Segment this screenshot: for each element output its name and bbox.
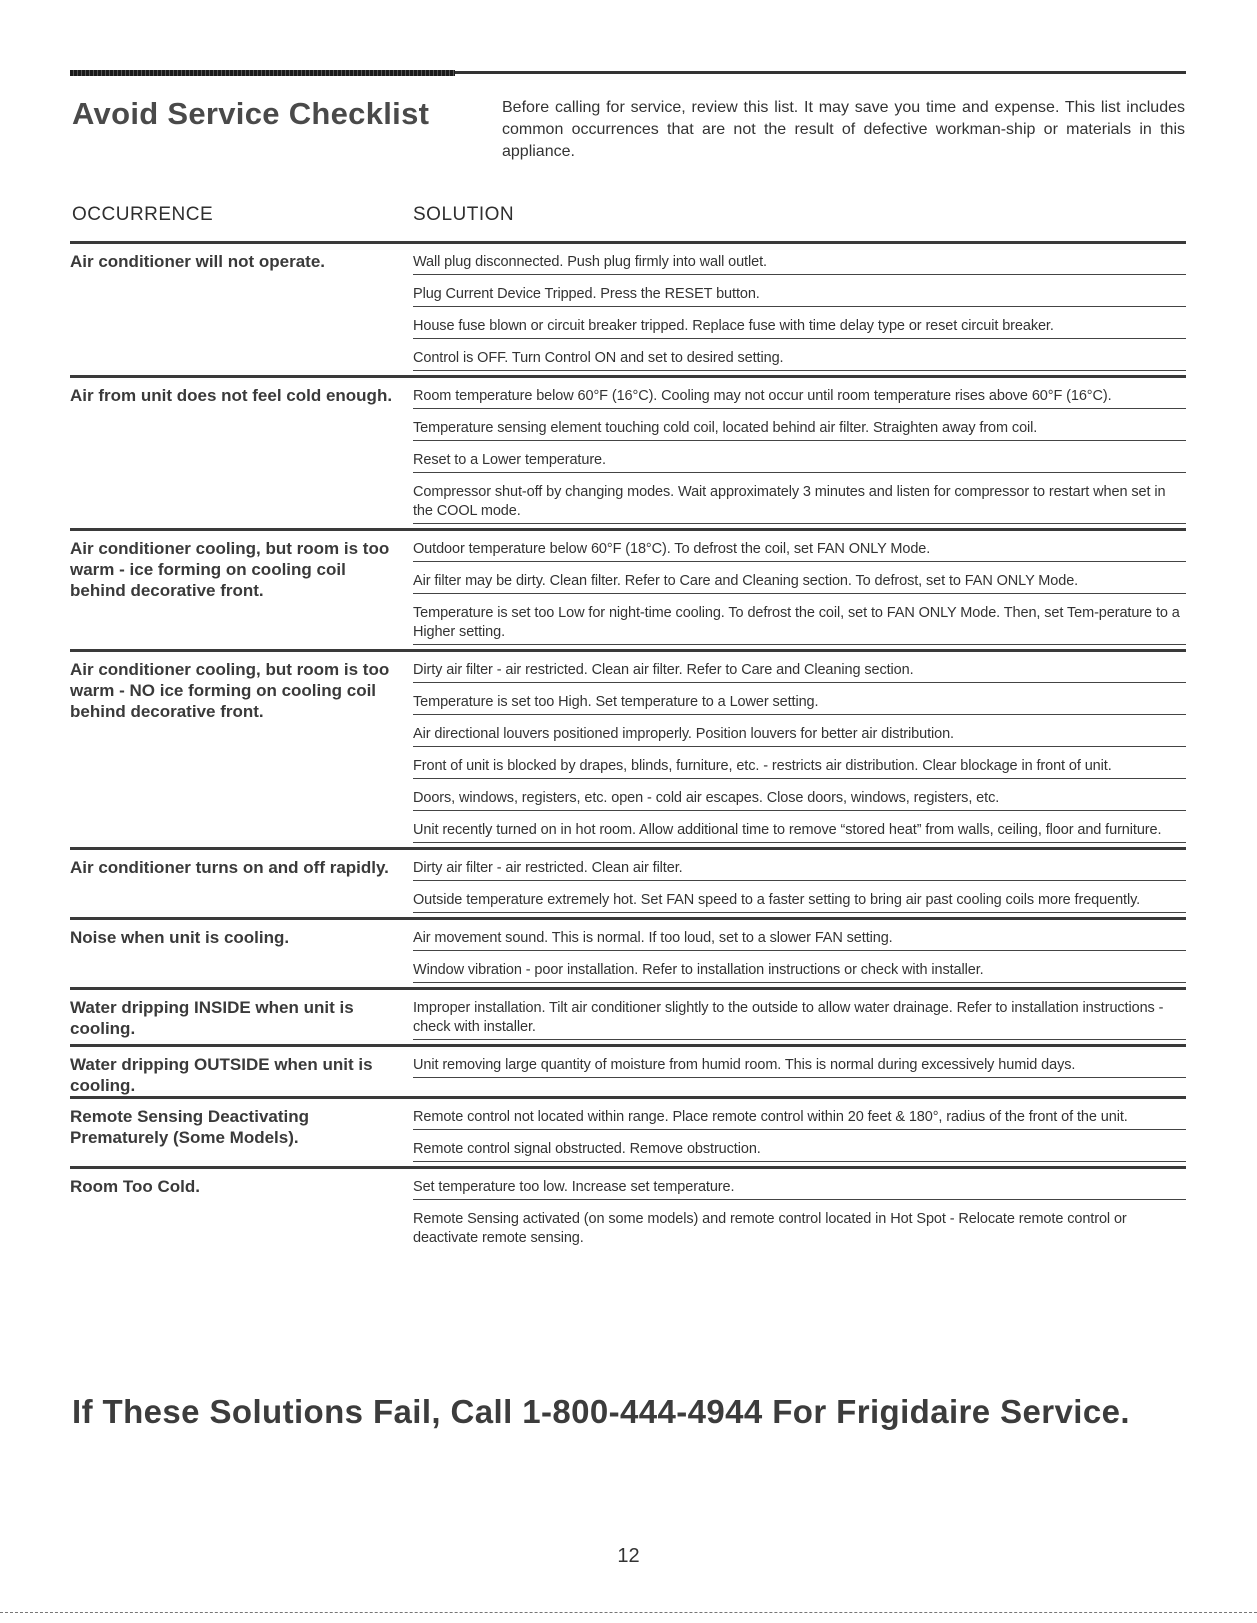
solution-list	[413, 1169, 1186, 1254]
occurrence-text: Room Too Cold.	[70, 1177, 200, 1196]
page-title: Avoid Service Checklist	[72, 96, 430, 131]
solution-item: Temperature is set too High. Set temperature to a Lower setting.	[413, 693, 1186, 715]
bottom-edge-rule	[0, 1612, 1257, 1613]
solution-item: Dirty air filter - air restricted. Clean air filter.	[413, 859, 1186, 881]
solution-item: Air movement sound. This is normal. If too loud, set to a slower FAN setting.	[413, 929, 1186, 951]
checklist-row	[70, 378, 1186, 531]
solution-list	[413, 1099, 1186, 1166]
solution-list	[413, 850, 1186, 917]
occurrence-text: Air from unit does not feel cold enough.	[70, 386, 393, 405]
solution-item: Wall plug disconnected. Push plug firmly into wall outlet.	[413, 253, 1186, 275]
solution-list	[413, 990, 1186, 1044]
checklist-row	[70, 850, 1186, 920]
page-number: 12	[617, 1545, 640, 1567]
solution-item: Plug Current Device Tripped. Press the RESET button.	[413, 285, 1186, 307]
solution-item: Remote control signal obstructed. Remove obstruction.	[413, 1140, 1186, 1162]
solution-list	[413, 920, 1186, 987]
checklist-row	[70, 1047, 1186, 1099]
solution-item: Dirty air filter - air restricted. Clean air filter. Refer to Care and Cleaning section.	[413, 661, 1186, 683]
solution-item: Reset to a Lower temperature.	[413, 451, 1186, 473]
solution-list	[413, 244, 1186, 375]
occurrence-text: Air conditioner cooling, but room is too warm - ice forming on cooling coil behind decorative front.	[70, 539, 390, 600]
occurrence-text: Air conditioner will not operate.	[70, 252, 326, 271]
solution-item: Room temperature below 60°F (16°C). Cooling may not occur until room temperature rises above 60°F (16°C).	[413, 387, 1186, 409]
solution-list	[413, 531, 1186, 649]
solution-item: Temperature is set too Low for night-time cooling. To defrost the coil, set to FAN ONLY Mode. Then, set Tem-perature to a Higher setting.	[413, 604, 1186, 645]
checklist-row	[70, 1099, 1186, 1169]
solution-item: Unit removing large quantity of moisture from humid room. This is normal during excessively humid days.	[413, 1056, 1186, 1078]
solution-item: Window vibration - poor installation. Refer to installation instructions or check with installer.	[413, 961, 1186, 983]
solution-item: Remote Sensing activated (on some models) and remote control located in Hot Spot - Relocate remote control or deactivate remote sensing.	[413, 1211, 1127, 1246]
solution-item: Air filter may be dirty. Clean filter. Refer to Care and Cleaning section. To defrost, set to FAN ONLY Mode.	[413, 572, 1186, 594]
occurrence-text: Noise when unit is cooling.	[70, 928, 290, 947]
checklist-row	[70, 920, 1186, 990]
solution-item: Outside temperature extremely hot. Set FAN speed to a faster setting to bring air past cooling coils more frequently.	[413, 891, 1186, 913]
solution-item: Compressor shut-off by changing modes. Wait approximately 3 minutes and listen for compressor to restart when set in the COOL mode.	[413, 483, 1186, 524]
top-rule	[70, 70, 1186, 76]
checklist-row	[70, 652, 1186, 850]
occurrence-text: Water dripping OUTSIDE when unit is cooling.	[70, 1055, 373, 1095]
occurrence-text: Water dripping INSIDE when unit is cooling.	[70, 998, 354, 1038]
solution-list	[413, 652, 1186, 847]
checklist-row	[70, 244, 1186, 378]
occurrence-text: Air conditioner cooling, but room is too warm - NO ice forming on cooling coil behind decorative front.	[70, 660, 390, 721]
checklist-table	[70, 244, 1186, 1254]
solution-item: Remote control not located within range. Place remote control within 20 feet & 180°, radius of the front of the unit.	[413, 1108, 1186, 1130]
solution-item: Set temperature too low. Increase set temperature.	[413, 1178, 1186, 1200]
solution-item: Front of unit is blocked by drapes, blinds, furniture, etc. - restricts air distribution. Clear blockage in front of unit.	[413, 757, 1186, 779]
solution-item: Air directional louvers positioned improperly. Position louvers for better air distribution.	[413, 725, 1186, 747]
solution-item: Temperature sensing element touching cold coil, located behind air filter. Straighten away from coil.	[413, 419, 1186, 441]
solution-item: Improper installation. Tilt air conditioner slightly to the outside to allow water drainage. Refer to installation instructions - check with installer.	[413, 999, 1186, 1040]
solution-item: Outdoor temperature below 60°F (18°C). To defrost the coil, set FAN ONLY Mode.	[413, 540, 1186, 562]
column-header-occurrence: OCCURRENCE	[72, 204, 214, 225]
top-rule-thin-segment	[455, 71, 1186, 74]
solution-item: Unit recently turned on in hot room. Allow additional time to remove “stored heat” from walls, ceiling, floor and furniture.	[413, 821, 1186, 843]
checklist-row	[70, 531, 1186, 652]
solution-item: Control is OFF. Turn Control ON and set to desired setting.	[413, 349, 1186, 371]
service-call-banner: If These Solutions Fail, Call 1-800-444-4944 For Frigidaire Service.	[72, 1393, 1130, 1430]
solution-item: Doors, windows, registers, etc. open - cold air escapes. Close doors, windows, registers, etc.	[413, 789, 1186, 811]
intro-paragraph: Before calling for service, review this list. It may save you time and expense. This list includes common occurrences that are not the result of defective workman-ship or materials in this appliance.	[502, 99, 1185, 160]
solution-list	[413, 378, 1186, 528]
checklist-row	[70, 990, 1186, 1047]
top-rule-dark-segment	[70, 70, 455, 76]
solution-list	[413, 1047, 1186, 1096]
column-header-solution: SOLUTION	[413, 204, 515, 225]
checklist-row	[70, 1169, 1186, 1254]
solution-item: House fuse blown or circuit breaker tripped. Replace fuse with time delay type or reset circuit breaker.	[413, 317, 1186, 339]
occurrence-text: Remote Sensing Deactivating Prematurely (Some Models).	[70, 1107, 310, 1147]
occurrence-text: Air conditioner turns on and off rapidly.	[70, 858, 389, 877]
